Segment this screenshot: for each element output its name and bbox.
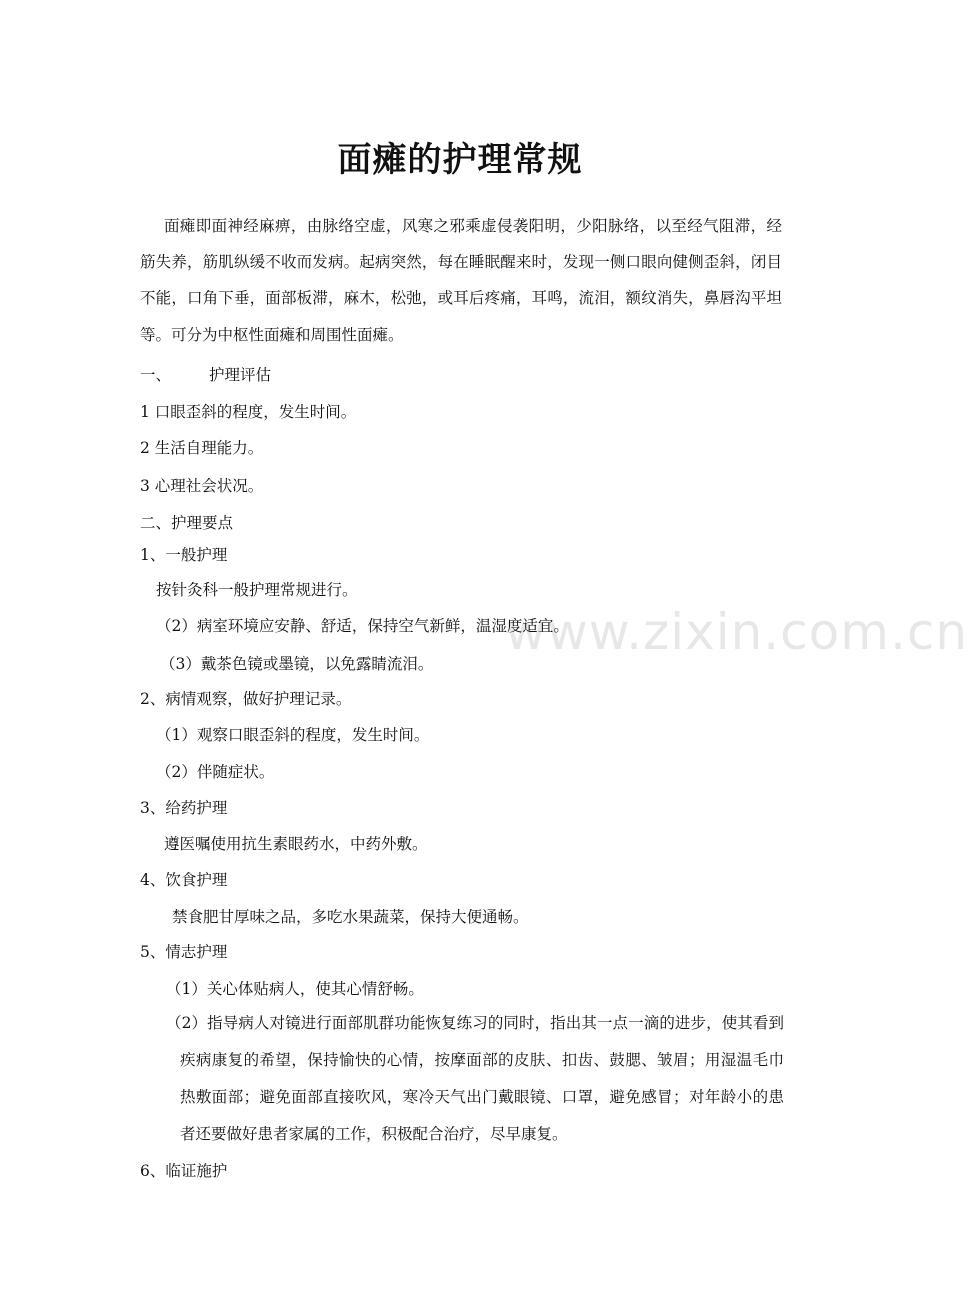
point-item: 禁食肥甘厚味之品，多吃水果蔬菜，保持大便通畅。 [172, 908, 529, 926]
point-heading: 1、一般护理 [140, 546, 228, 564]
point-heading: 3、给药护理 [140, 799, 228, 817]
section2-heading: 二、护理要点 [140, 514, 234, 532]
point-item: （2）病室环境应安静、舒适，保持空气新鲜，温湿度适宜。 [156, 617, 569, 635]
section1-title: 护理评估 [209, 366, 272, 384]
point-heading: 4、饮食护理 [140, 871, 228, 889]
document-title: 面瘫的护理常规 [337, 140, 583, 180]
point-paragraph: （2）指导病人对镜进行面部肌群功能恢复练习的同时，指出其一点一滴的进步，使其看到疾病康复的希望，保持愉快的心情，按摩面部的皮肤、扣齿、鼓腮、皱眉；用湿温毛巾热敷面部；避免面部直接吹风，寒冷天气出门戴眼镜、口罩，避免感冒；对年龄小的患者还要做好患者家属的工作，积极配合治疗，尽早康复。 [166, 1014, 784, 1143]
assessment-item: 1 口眼歪斜的程度，发生时间。 [140, 403, 357, 421]
section1-heading [140, 363, 271, 385]
point-item: （3）戴茶色镜或墨镜，以免露睛流泪。 [160, 655, 434, 673]
intro-paragraph: 面瘫即面神经麻痹，由脉络空虚，风寒之邪乘虚侵袭阳明，少阳脉络，以至经气阻滞，经筋失养，筋肌纵缓不收而发病。起病突然，每在睡眠醒来时，发现一侧口眼向健侧歪斜，闭目不能，口角下垂，面部板滞，麻木，松弛，或耳后疼痛，耳鸣，流泪，额纹消失，鼻唇沟平坦等。可分为中枢性面瘫和周围性面瘫。 [140, 217, 782, 344]
point-item: （2）伴随症状。 [156, 763, 275, 781]
watermark: www.zixin.com.cn [505, 603, 968, 661]
point-item: 按针灸科一般护理常规进行。 [156, 581, 358, 599]
assessment-item: 2 生活自理能力。 [140, 439, 264, 457]
point-item: 遵医嘱使用抗生素眼药水，中药外敷。 [164, 835, 428, 853]
point-heading: 2、病情观察，做好护理记录。 [140, 690, 352, 708]
section1-number: 一、 [140, 366, 172, 384]
point-heading: 5、情志护理 [140, 943, 228, 961]
point-item: （1）关心体贴病人，使其心情舒畅。 [166, 980, 424, 998]
point-item: （1）观察口眼歪斜的程度，发生时间。 [156, 726, 430, 744]
assessment-item: 3 心理社会状况。 [140, 477, 264, 495]
point-heading: 6、临证施护 [140, 1162, 228, 1180]
